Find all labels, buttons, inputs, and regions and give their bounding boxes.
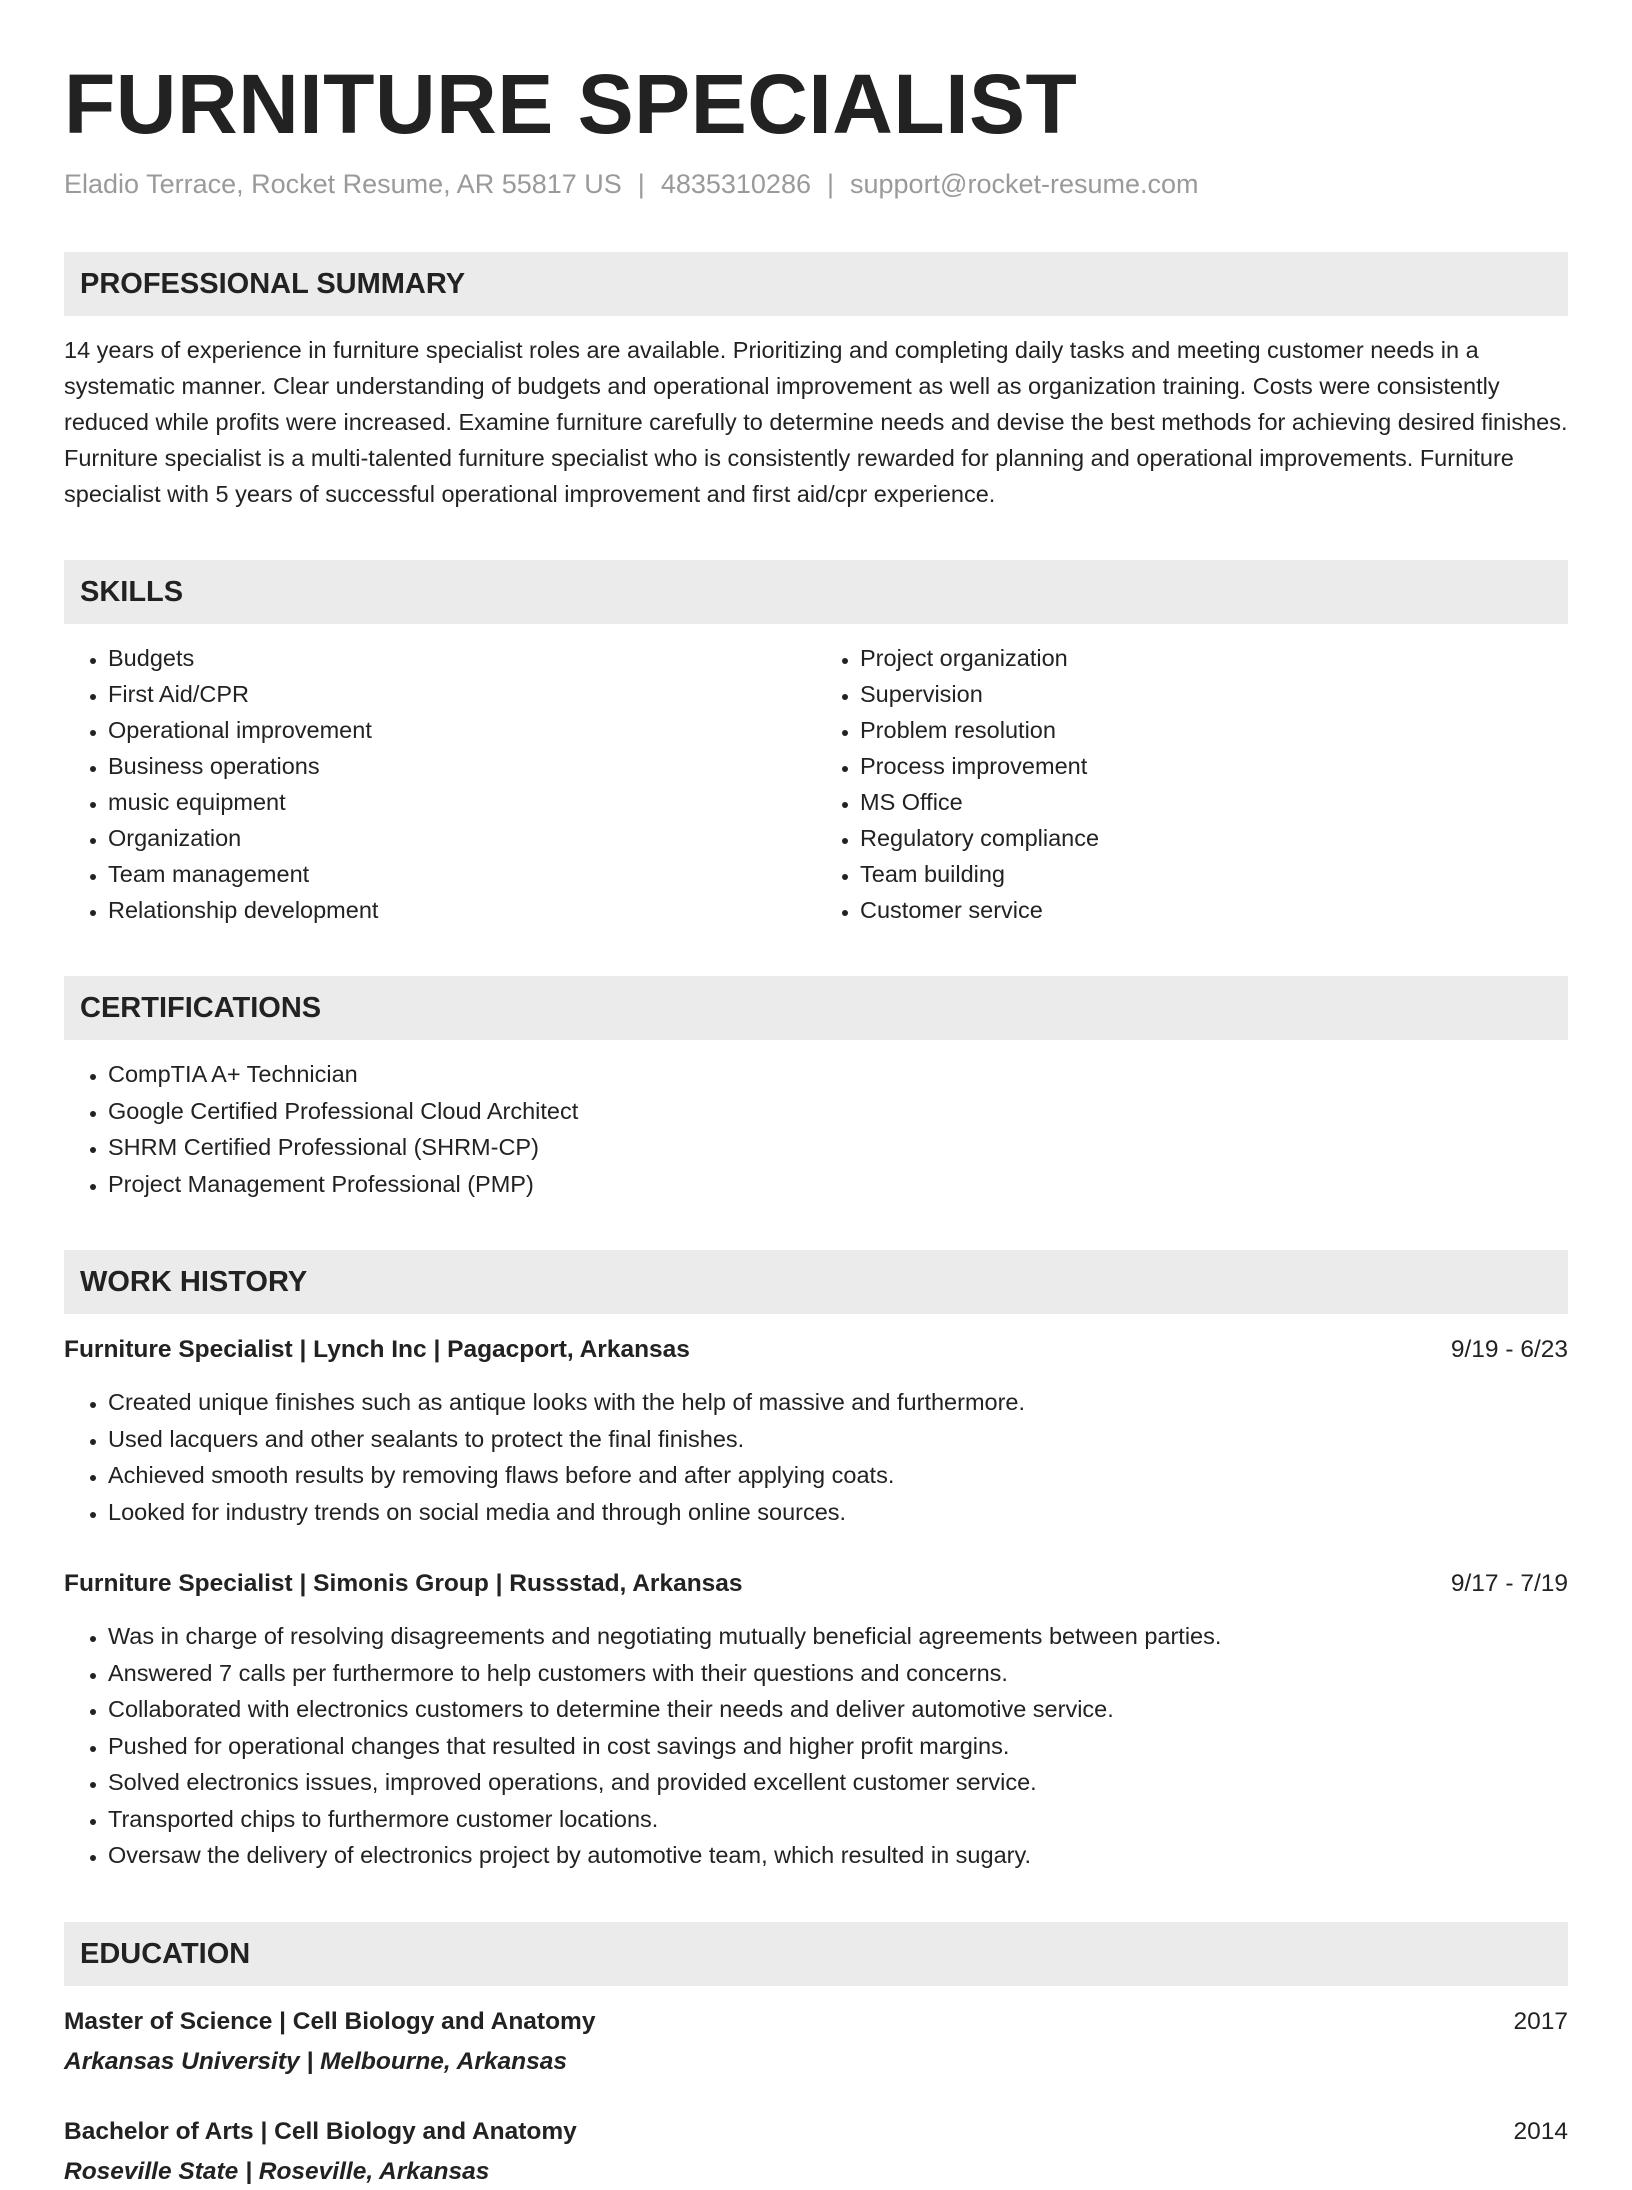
skill-item: • Relationship development	[108, 892, 816, 928]
skill-item: • Supervision	[860, 676, 1568, 712]
job-dates: 9/19 - 6/23	[1450, 1336, 1568, 1363]
job-title: Furniture Specialist | Lynch Inc | Pagacport, Arkansas	[64, 1336, 690, 1363]
certification-item: • Google Certified Professional Cloud Architect	[108, 1093, 1568, 1130]
skill-item: • Customer service	[860, 892, 1568, 928]
skill-item: • Budgets	[108, 640, 816, 676]
job-bullet: • Created unique finishes such as antique looks with the help of massive and furthermore.	[108, 1384, 1568, 1421]
section-heading-skills: SKILLS	[64, 560, 1568, 624]
job-bullet: • Oversaw the delivery of electronics project by automotive team, which resulted in sugary.	[108, 1837, 1568, 1874]
skill-item: • First Aid/CPR	[108, 676, 816, 712]
summary-text: 14 years of experience in furniture specialist roles are available. Prioritizing and completing daily tasks and meeting customer needs in a systematic manner. Clear understanding of budgets and operational improvement as well as organization training. Costs were consistently reduced while profits were increased. Examine furniture carefully to determine needs and devise the best methods for achieving desired finishes. Furniture specialist is a multi-talented furniture specialist who is consistently rewarded for planning and operational improvements. Furniture specialist with 5 years of successful operational improvement and first aid/cpr experience.	[64, 337, 1568, 507]
job-bullet: • Was in charge of resolving disagreements and negotiating mutually beneficial agreements between parties.	[108, 1618, 1568, 1655]
job-bullets	[64, 1384, 1568, 1530]
job-bullet: • Solved electronics issues, improved operations, and provided excellent customer service.	[108, 1764, 1568, 1801]
job-header	[64, 1332, 1568, 1368]
job-bullet: • Answered 7 calls per furthermore to help customers with their questions and concerns.	[108, 1655, 1568, 1692]
job-bullet: • Transported chips to furthermore customer locations.	[108, 1801, 1568, 1838]
contact-line	[64, 166, 1568, 202]
degree-title: Bachelor of Arts | Cell Biology and Anatomy	[64, 2117, 577, 2145]
school-name: Roseville State | Roseville, Arkansas	[64, 2157, 490, 2185]
skill-item: • Organization	[108, 820, 816, 856]
education-header	[64, 2114, 1568, 2150]
certification-item: • CompTIA A+ Technician	[108, 1056, 1568, 1093]
skill-item: • Process improvement	[860, 748, 1568, 784]
job-bullets	[64, 1618, 1568, 1874]
skills-list	[64, 640, 1568, 928]
resume-page	[64, 0, 1568, 2190]
skill-item: • Team management	[108, 856, 816, 892]
candidate-title: FURNITURE SPECIALIST	[64, 57, 1078, 151]
certifications-list	[64, 1056, 1568, 1202]
job-bullet: • Pushed for operational changes that resulted in cost savings and higher profit margins.	[108, 1728, 1568, 1765]
contact-separator: |	[826, 169, 834, 199]
degree-title: Master of Science | Cell Biology and Anatomy	[64, 2007, 596, 2035]
job-bullet: • Collaborated with electronics customers to determine their needs and deliver automotive service.	[108, 1691, 1568, 1728]
skill-item: • music equipment	[108, 784, 816, 820]
certification-item: • Project Management Professional (PMP)	[108, 1166, 1568, 1203]
job-dates: 9/17 - 7/19	[1450, 1570, 1568, 1597]
degree-year: 2014	[1513, 2117, 1568, 2145]
school-name: Arkansas University | Melbourne, Arkansas	[64, 2047, 567, 2075]
skills-column-right	[816, 640, 1568, 928]
section-heading-work-history: WORK HISTORY	[64, 1250, 1568, 1314]
section-heading-education: EDUCATION	[64, 1922, 1568, 1986]
section-heading-certifications: CERTIFICATIONS	[64, 976, 1568, 1040]
contact-separator: |	[637, 169, 645, 199]
skill-item: • Regulatory compliance	[860, 820, 1568, 856]
section-heading-summary: PROFESSIONAL SUMMARY	[64, 252, 1568, 316]
job-bullet: • Used lacquers and other sealants to protect the final finishes.	[108, 1421, 1568, 1458]
job-bullet: • Looked for industry trends on social media and through online sources.	[108, 1494, 1568, 1531]
skill-item: • Team building	[860, 856, 1568, 892]
skill-item: • MS Office	[860, 784, 1568, 820]
skill-item: • Business operations	[108, 748, 816, 784]
skill-item: • Operational improvement	[108, 712, 816, 748]
contact-email: support@rocket-resume.com	[850, 169, 1199, 199]
skill-item: • Project organization	[860, 640, 1568, 676]
degree-year: 2017	[1513, 2007, 1568, 2035]
job-bullet: • Achieved smooth results by removing flaws before and after applying coats.	[108, 1457, 1568, 1494]
skills-column-left	[64, 640, 816, 928]
contact-address: Eladio Terrace, Rocket Resume, AR 55817 US	[64, 169, 622, 199]
certification-item: • SHRM Certified Professional (SHRM-CP)	[108, 1129, 1568, 1166]
education-header	[64, 2004, 1568, 2040]
skill-item: • Problem resolution	[860, 712, 1568, 748]
job-title: Furniture Specialist | Simonis Group | Russstad, Arkansas	[64, 1570, 743, 1597]
job-header	[64, 1566, 1568, 1602]
contact-phone: 4835310286	[660, 169, 811, 199]
